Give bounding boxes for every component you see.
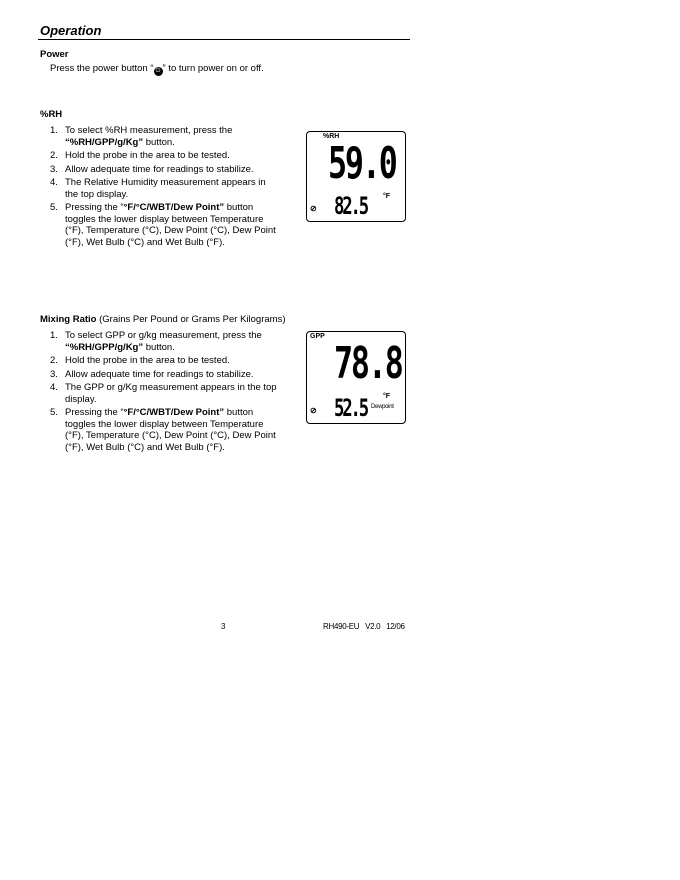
page-number: 3 (221, 622, 226, 631)
rh-lcd-top-value: 59.0 (328, 138, 396, 189)
step-text: Allow adequate time for readings to stabilize. (65, 163, 254, 175)
rh-lcd-bottom-value: 82.5 (334, 192, 367, 220)
mixing-heading: Mixing Ratio (40, 314, 97, 325)
step-text: °F/°C/WBT/Dew Point” (123, 407, 225, 418)
step-text: Allow adequate time for readings to stabilize. (65, 368, 254, 380)
power-text-before: Press the power button “ (50, 63, 154, 74)
footer-date: 12/06 (386, 622, 405, 631)
footer-model: RH490-EU (323, 622, 360, 631)
step-text: Hold the probe in the area to be tested. (65, 150, 230, 161)
step-text: Pressing the “ (65, 407, 124, 418)
step-number: 1. (50, 125, 58, 136)
power-text-after: ” to turn power on or off. (162, 63, 264, 74)
gpp-lcd-auto-off-icon: ⊘ (310, 406, 317, 415)
step-item (40, 202, 280, 248)
step-item (40, 164, 280, 176)
title-rule (38, 39, 410, 40)
step-number: 5. (50, 407, 58, 418)
rh-heading: %RH (40, 109, 63, 120)
step-text: The Relative Humidity measurement appears in the top display. (65, 177, 266, 200)
step-number: 3. (50, 368, 58, 380)
step-text: button. (143, 136, 175, 148)
step-text: “%RH/GPP/g/Kg” (65, 136, 144, 148)
step-item (40, 150, 280, 162)
power-button-icon: ⏻ (154, 67, 163, 76)
step-number: 4. (50, 177, 58, 188)
gpp-lcd-label: Dewpoint (371, 404, 394, 410)
step-item (40, 177, 280, 200)
power-heading: Power (40, 49, 69, 60)
step-number: 1. (50, 330, 58, 341)
mixing-steps-list (40, 330, 280, 455)
gpp-lcd-unit: °F (383, 393, 391, 400)
step-text: button toggles the lower display between Temperature (°F), Temperature (°C), Dew Point (°C), Dew Point (°F), Wet Bulb (°C) and Wet Bulb (°F). (65, 407, 276, 453)
power-text (50, 63, 264, 76)
document-id (323, 622, 405, 631)
step-text: °F/°C/WBT/Dew Point” (123, 202, 225, 213)
step-text: “%RH/GPP/g/Kg” (65, 341, 144, 353)
rh-lcd-unit: °F (383, 193, 391, 200)
gpp-lcd-top-value: 78.8 (334, 338, 402, 389)
step-text: To select %RH measurement, press the (65, 125, 233, 136)
step-text: button toggles the lower display between Temperature (°F), Temperature (°C), Dew Point (°C), Dew Point (°F), Wet Bulb (°C) and Wet Bulb (°F). (65, 202, 276, 248)
rh-lcd-auto-off-icon: ⊘ (310, 204, 317, 213)
step-number: 4. (50, 382, 58, 393)
step-number: 3. (50, 163, 58, 175)
step-text: To select GPP or g/kg measurement, press the (65, 330, 262, 341)
footer-version: V2.0 (365, 622, 381, 631)
gpp-lcd-display (306, 331, 406, 424)
step-number: 2. (50, 150, 58, 161)
step-text: Pressing the “ (65, 202, 124, 213)
mixing-subheading: (Grains Per Pound or Grams Per Kilograms) (96, 314, 286, 325)
page-title: Operation (40, 23, 102, 38)
step-item (40, 407, 280, 453)
mixing-heading-line (40, 314, 286, 326)
step-number: 5. (50, 202, 58, 213)
step-item (40, 125, 280, 148)
step-item (40, 382, 280, 405)
step-number: 2. (50, 355, 58, 366)
rh-lcd-mode: %RH (323, 133, 340, 140)
step-text: Hold the probe in the area to be tested. (65, 355, 230, 366)
step-item (40, 355, 280, 367)
gpp-lcd-bottom-value: 52.5 (334, 394, 367, 422)
step-item (40, 369, 280, 381)
rh-lcd-display (306, 131, 406, 222)
rh-steps-list (40, 125, 280, 250)
gpp-lcd-mode: GPP (310, 333, 325, 340)
step-item (40, 330, 280, 353)
step-text: The GPP or g/Kg measurement appears in the top display. (65, 382, 277, 405)
step-text: button. (143, 341, 175, 353)
